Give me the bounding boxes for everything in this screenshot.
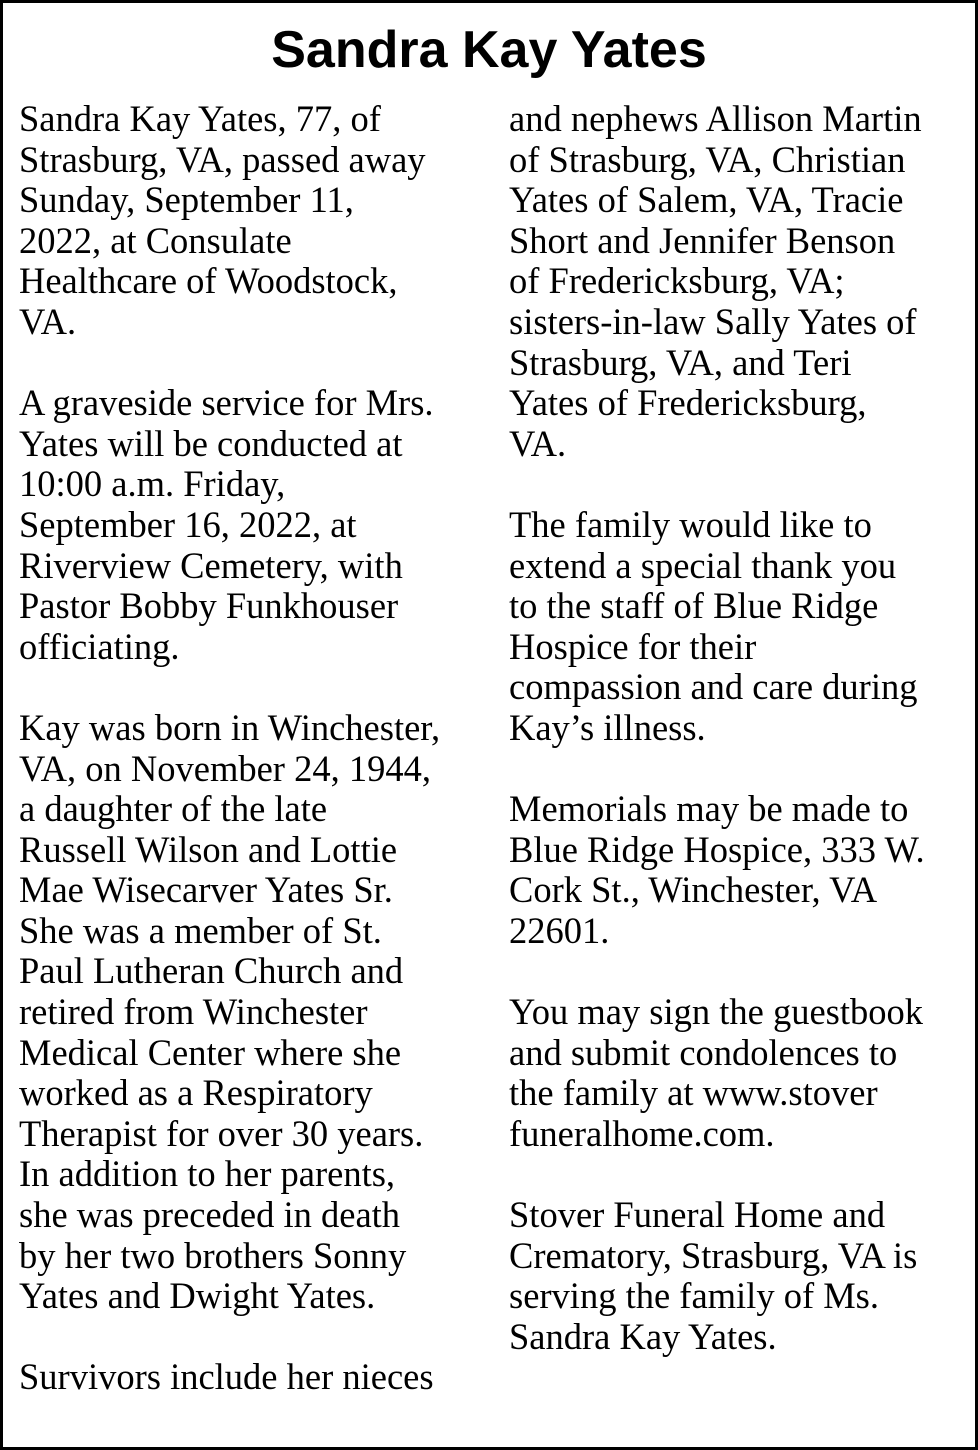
text-line: to the staff of Blue Ridge: [509, 585, 879, 627]
text-line: Blue Ridge Hospice, 333 W.: [509, 828, 925, 870]
text-line: Sandra Kay Yates, 77, of: [19, 98, 381, 139]
text-line: Short and Jennifer Benson: [509, 219, 896, 261]
text-line: and submit condolences to: [509, 1031, 898, 1073]
text-line: of Fredericksburg, VA;: [509, 260, 845, 302]
text-line: VA.: [19, 300, 77, 342]
text-line: The family would like to: [509, 503, 872, 545]
text-line: a daughter of the late: [19, 788, 328, 830]
paragraph: [19, 1357, 489, 1398]
paragraph: [509, 99, 969, 464]
text-line: Strasburg, VA, and Teri: [509, 341, 852, 383]
text-line: officiating.: [19, 625, 180, 667]
text-line: and nephews Allison Martin: [509, 98, 922, 139]
text-line: Hospice for their: [509, 625, 757, 667]
paragraph: [509, 1195, 969, 1357]
text-line: September 16, 2022, at: [19, 503, 357, 545]
text-line: Strasburg, VA, passed away: [19, 138, 426, 180]
text-line: Paul Lutheran Church and: [19, 950, 404, 992]
text-line: Pastor Bobby Funkhouser: [19, 585, 399, 627]
text-line: Cork St., Winchester, VA: [509, 869, 878, 911]
text-line: of Strasburg, VA, Christian: [509, 138, 906, 180]
text-line: VA.: [509, 422, 567, 464]
text-line: She was a member of St.: [19, 909, 382, 951]
text-line: Sandra Kay Yates.: [509, 1315, 777, 1357]
text-line: 2022, at Consulate: [19, 219, 292, 261]
text-line: Yates and Dwight Yates.: [19, 1275, 376, 1317]
text-line: worked as a Respiratory: [19, 1072, 373, 1114]
text-line: Russell Wilson and Lottie: [19, 828, 398, 870]
paragraph: [509, 789, 969, 951]
text-line: compassion and care during: [509, 666, 918, 708]
paragraph: [509, 505, 969, 749]
text-line: 22601.: [509, 909, 610, 951]
paragraph: [19, 708, 489, 1317]
text-line: Memorials may be made to: [509, 788, 909, 830]
paragraph: [19, 99, 489, 343]
paragraph: [19, 383, 489, 667]
text-line: VA, on November 24, 1944,: [19, 747, 431, 789]
text-line: Yates will be conducted at: [19, 422, 403, 464]
text-line: serving the family of Ms.: [509, 1275, 880, 1317]
text-line: Medical Center where she: [19, 1031, 402, 1073]
text-line: funeralhome.com.: [509, 1112, 775, 1154]
text-line: Yates of Salem, VA, Tracie: [509, 179, 904, 221]
text-line: You may sign the guestbook: [509, 991, 924, 1033]
text-line: Kay was born in Winchester,: [19, 706, 441, 748]
text-line: Yates of Fredericksburg,: [509, 382, 867, 424]
text-line: Survivors include her nieces: [19, 1356, 434, 1398]
text-line: the family at www.stover: [509, 1072, 878, 1114]
text-line: retired from Winchester: [19, 991, 368, 1033]
text-line: extend a special thank you: [509, 544, 897, 586]
right-column: [509, 99, 969, 1398]
text-line: Stover Funeral Home and: [509, 1194, 886, 1236]
text-line: Kay’s illness.: [509, 706, 706, 748]
text-line: Sunday, September 11,: [19, 179, 354, 221]
paragraph: [509, 992, 969, 1154]
text-line: 10:00 a.m. Friday,: [19, 463, 286, 505]
text-line: she was preceded in death: [19, 1194, 401, 1236]
left-column: [19, 99, 489, 1439]
text-line: Therapist for over 30 years.: [19, 1112, 424, 1154]
text-line: Crematory, Strasburg, VA is: [509, 1234, 918, 1276]
text-line: Mae Wisecarver Yates Sr.: [19, 869, 393, 911]
text-line: by her two brothers Sonny: [19, 1234, 407, 1276]
text-line: sisters-in-law Sally Yates of: [509, 300, 917, 342]
obituary-title: Sandra Kay Yates: [271, 21, 707, 79]
text-line: In addition to her parents,: [19, 1153, 396, 1195]
text-line: Riverview Cemetery, with: [19, 544, 403, 586]
text-line: Healthcare of Woodstock,: [19, 260, 398, 302]
text-line: A graveside service for Mrs.: [19, 382, 434, 424]
